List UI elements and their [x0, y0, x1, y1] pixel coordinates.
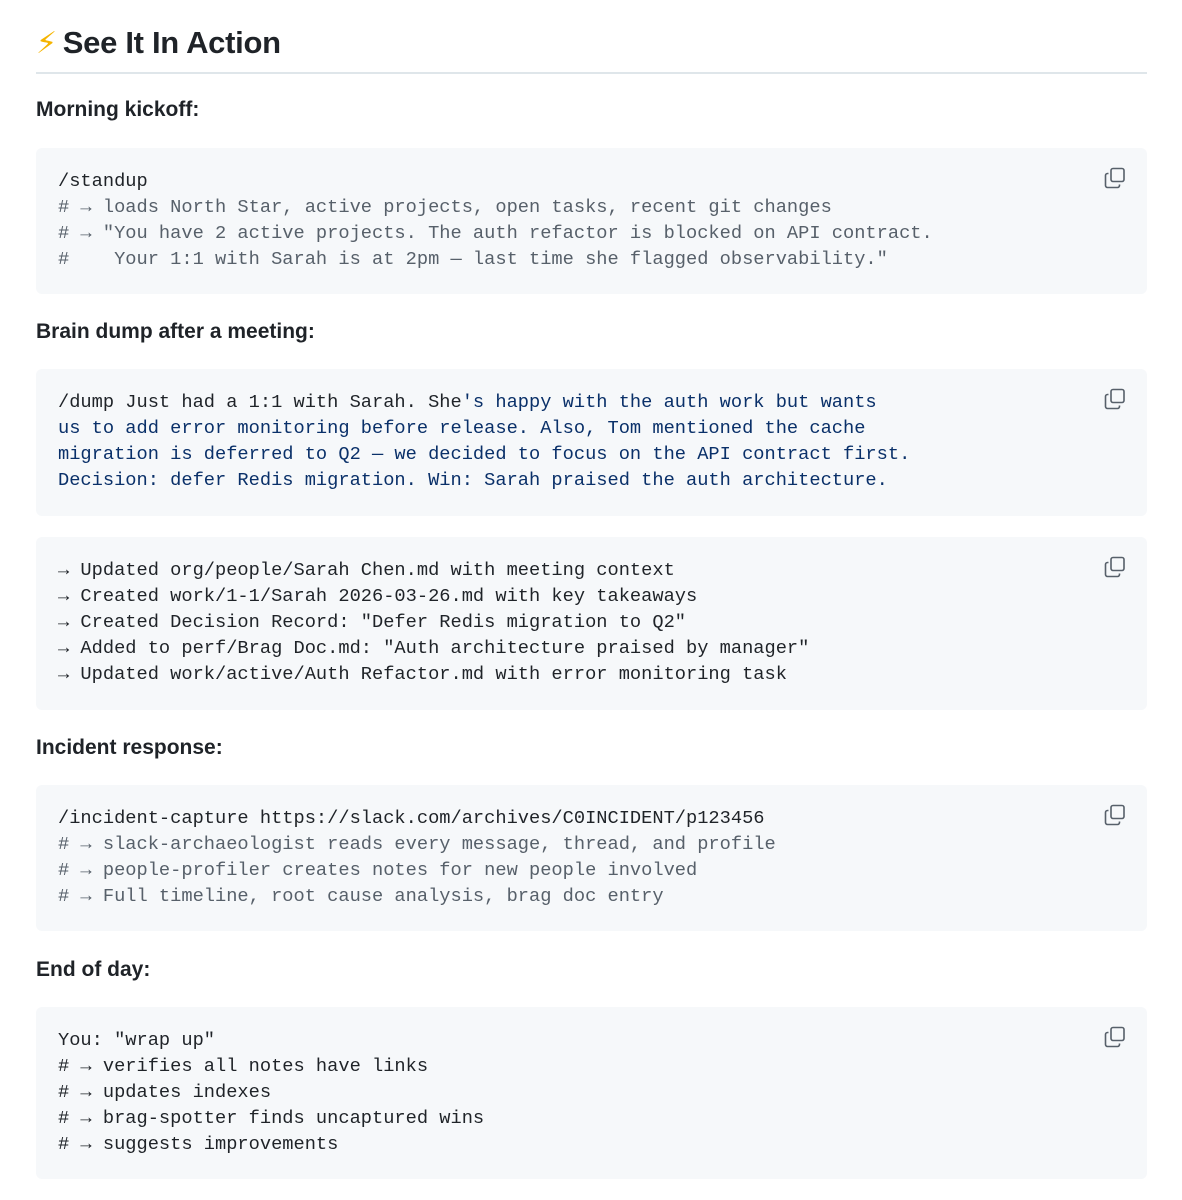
code-line: # Your 1:1 with Sarah is at 2pm — last time she flagged observability." — [58, 248, 888, 270]
section-label-end-of-day: End of day: — [36, 958, 151, 981]
code-line: migration is deferred to Q2 — we decided to focus on the API contract first. — [58, 443, 911, 465]
code-line: # → people-profiler creates notes for new people involved — [58, 859, 698, 881]
section-label-brain-dump: Brain dump after a meeting: — [36, 320, 315, 343]
copy-button[interactable] — [1103, 166, 1127, 190]
code-block-incident — [36, 785, 1147, 931]
copy-icon — [1103, 387, 1127, 411]
code-segment: 's happy with the auth work but wants — [461, 391, 877, 413]
code-line: # → updates indexes — [58, 1081, 272, 1103]
copy-button[interactable] — [1103, 803, 1127, 827]
page-title — [36, 22, 281, 65]
section-label-morning-kickoff: Morning kickoff: — [36, 98, 200, 121]
code-content — [58, 805, 776, 909]
code-line: # → slack-archaeologist reads every message, thread, and profile — [58, 833, 776, 855]
code-segment: /dump Just had a 1:1 with Sarah. She — [58, 391, 462, 413]
code-block-dump — [36, 369, 1147, 516]
code-line: # → brag-spotter finds uncaptured wins — [58, 1107, 485, 1129]
copy-icon — [1103, 166, 1127, 190]
code-line: us to add error monitoring before release. Also, Tom mentioned the cache — [58, 417, 866, 439]
code-line — [58, 389, 910, 415]
copy-button[interactable] — [1103, 387, 1127, 411]
code-line: → Created work/1-1/Sarah 2026-03-26.md with key takeaways — [58, 585, 698, 607]
code-line: /incident-capture https://slack.com/archives/C0INCIDENT/p123456 — [58, 807, 765, 829]
copy-icon — [1103, 803, 1127, 827]
code-line: # → suggests improvements — [58, 1133, 339, 1155]
code-line: You: "wrap up" — [58, 1029, 216, 1051]
code-content — [58, 389, 910, 493]
code-content — [58, 1027, 484, 1157]
code-block-dump-output — [36, 537, 1147, 710]
code-line: → Updated work/active/Auth Refactor.md with error monitoring task — [58, 663, 787, 685]
code-line: → Created Decision Record: "Defer Redis migration to Q2" — [58, 611, 687, 633]
copy-button[interactable] — [1103, 555, 1127, 579]
title-divider — [36, 72, 1147, 74]
code-line: /standup — [58, 170, 148, 192]
copy-icon — [1103, 555, 1127, 579]
code-line: # → "You have 2 active projects. The auth refactor is blocked on API contract. — [58, 222, 933, 244]
code-content — [58, 557, 809, 687]
code-content — [58, 168, 933, 272]
code-line: # → loads North Star, active projects, open tasks, recent git changes — [58, 196, 832, 218]
copy-button[interactable] — [1103, 1025, 1127, 1049]
copy-icon — [1103, 1025, 1127, 1049]
section-label-incident-response: Incident response: — [36, 736, 223, 759]
code-block-wrap-up — [36, 1007, 1147, 1179]
code-line: → Added to perf/Brag Doc.md: "Auth architecture praised by manager" — [58, 637, 810, 659]
code-line: # → Full timeline, root cause analysis, brag doc entry — [58, 885, 664, 907]
page-title-text: See It In Action — [62, 25, 281, 60]
code-block-standup — [36, 148, 1147, 294]
code-line: Decision: defer Redis migration. Win: Sarah praised the auth architecture. — [58, 469, 888, 491]
lightning-bolt-icon: ⚡ — [36, 27, 57, 60]
code-line: # → verifies all notes have links — [58, 1055, 429, 1077]
code-line: → Updated org/people/Sarah Chen.md with meeting context — [58, 559, 675, 581]
